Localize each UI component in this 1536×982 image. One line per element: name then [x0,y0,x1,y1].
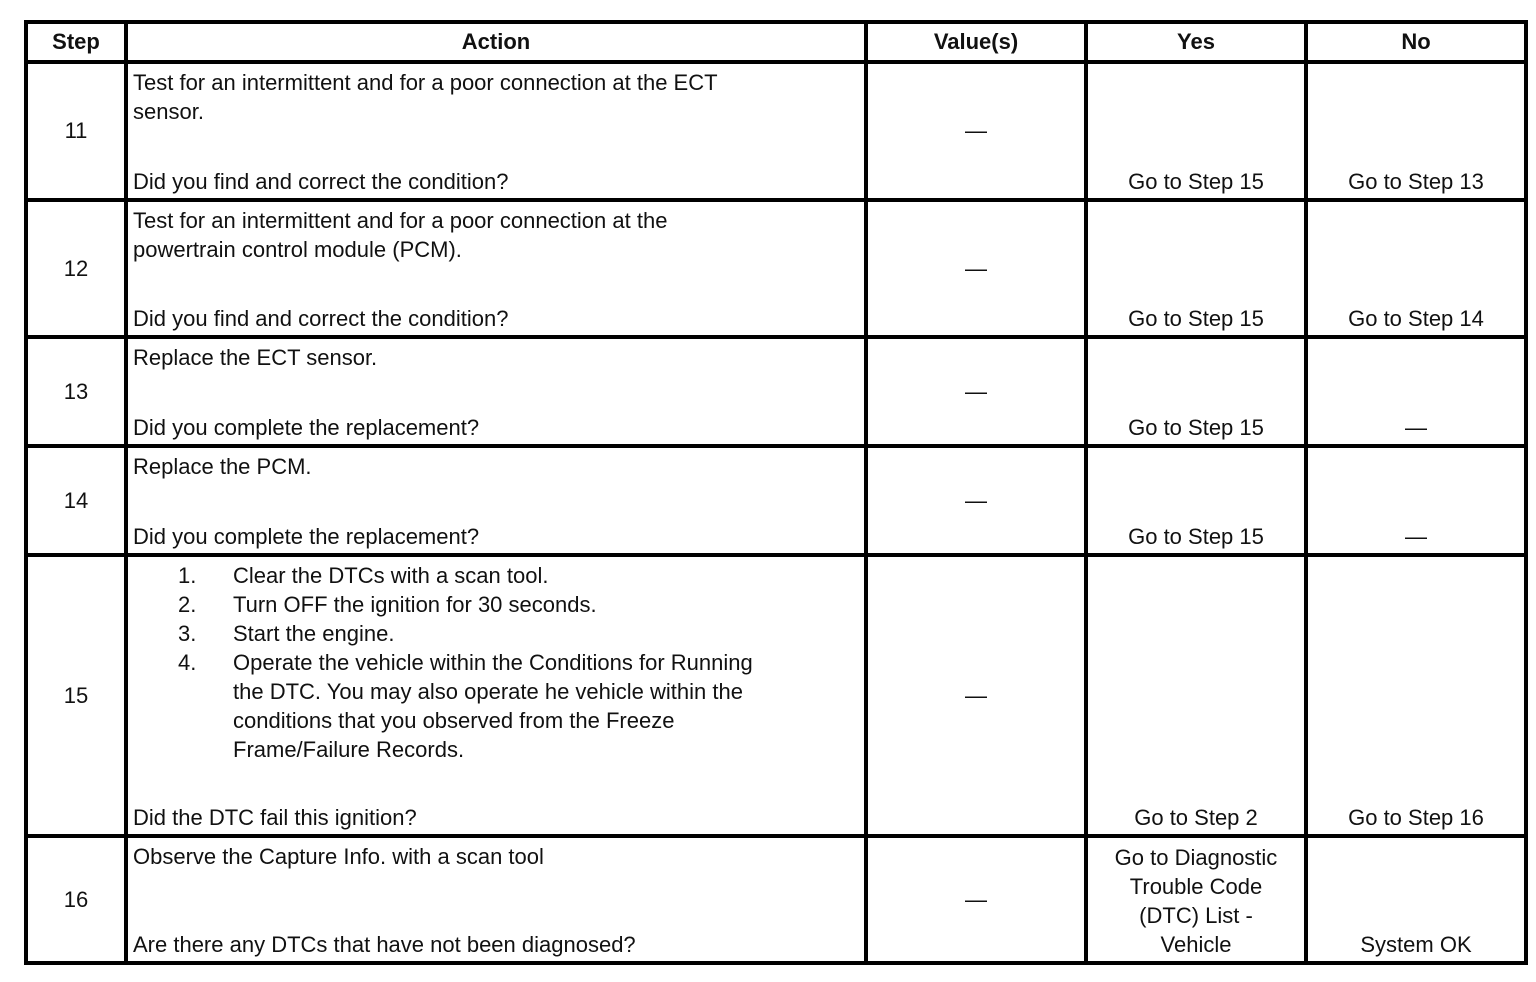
no-result: System OK [1306,836,1526,963]
yes-result-line: (DTC) List - [1139,903,1253,928]
no-result: Go to Step 14 [1306,200,1526,337]
action-text-line: powertrain control module (PCM). [133,237,462,262]
procedure-item-line: Operate the vehicle within the Conditions for Running [233,650,753,675]
header-step: Step [26,22,126,62]
table-row [26,62,1526,200]
procedure-item-number: 4. [178,650,197,675]
action-instructions [133,452,860,481]
action-cell [126,555,866,836]
procedure-item-number: 3. [178,621,197,646]
value-cell: — [866,836,1086,963]
no-result: Go to Step 16 [1306,555,1526,836]
yes-result [1086,836,1306,963]
action-text-line: Test for an intermittent and for a poor connection at the [133,208,668,233]
action-content [133,561,860,832]
action-text-line: sensor. [133,99,204,124]
procedure-item-line: conditions that you observed from the Freeze [233,708,675,733]
action-text-line: Replace the PCM. [133,454,312,479]
action-question: Did you complete the replacement? [133,415,480,440]
yes-result: Go to Step 15 [1086,446,1306,555]
action-text-line: Test for an intermittent and for a poor connection at the ECT [133,70,718,95]
header-values: Value(s) [866,22,1086,62]
action-question: Did you find and correct the condition? [133,306,509,331]
procedure-item-line: Start the engine. [233,621,395,646]
action-instructions [133,842,860,871]
table-row [26,446,1526,555]
step-number: 14 [26,446,126,555]
header-no: No [1306,22,1526,62]
yes-result-line: Go to Diagnostic [1114,845,1278,870]
step-number: 13 [26,337,126,446]
procedure-item [133,561,860,590]
action-instructions [133,68,860,126]
action-content [133,452,860,551]
header-action: Action [126,22,866,62]
yes-result-line: Vehicle [1160,932,1232,957]
action-cell [126,446,866,555]
procedure-item-line: Frame/Failure Records. [233,737,465,762]
action-content [133,68,860,196]
action-question: Did you find and correct the condition? [133,169,509,194]
table-row [26,836,1526,963]
procedure-item-line: Clear the DTCs with a scan tool. [233,563,549,588]
value-cell: — [866,62,1086,200]
procedure-item-text [233,590,860,619]
no-result: — [1306,446,1526,555]
action-instructions [133,561,860,764]
header-yes: Yes [1086,22,1306,62]
action-question: Did you complete the replacement? [133,524,480,549]
action-question: Did the DTC fail this ignition? [133,805,417,830]
action-text-line: Observe the Capture Info. with a scan tool [133,844,544,869]
table-row [26,337,1526,446]
action-content [133,842,860,959]
action-instructions [133,343,860,372]
yes-result: Go to Step 15 [1086,200,1306,337]
procedure-item-text [233,561,860,590]
procedure-item-line: the DTC. You may also operate he vehicle within the [233,679,743,704]
step-number: 16 [26,836,126,963]
procedure-item [133,619,860,648]
procedure-item-text [233,619,860,648]
procedure-item-number: 2. [178,592,197,617]
value-cell: — [866,555,1086,836]
table-row [26,555,1526,836]
step-number: 15 [26,555,126,836]
no-result: — [1306,337,1526,446]
action-cell [126,200,866,337]
procedure-item [133,648,860,764]
header-row [26,22,1526,62]
no-result: Go to Step 13 [1306,62,1526,200]
table-row [26,200,1526,337]
yes-result: Go to Step 2 [1086,555,1306,836]
action-cell [126,836,866,963]
procedure-item-line: Turn OFF the ignition for 30 seconds. [233,592,597,617]
action-cell [126,337,866,446]
value-cell: — [866,446,1086,555]
value-cell: — [866,337,1086,446]
action-question: Are there any DTCs that have not been diagnosed? [133,932,636,957]
action-instructions [133,206,860,264]
value-cell: — [866,200,1086,337]
action-cell [126,62,866,200]
action-text-line: Replace the ECT sensor. [133,345,378,370]
action-content [133,343,860,442]
yes-result-line: Trouble Code [1129,874,1263,899]
procedure-item-text [233,648,860,764]
action-content [133,206,860,333]
procedure-item [133,590,860,619]
step-number: 12 [26,200,126,337]
yes-result: Go to Step 15 [1086,337,1306,446]
procedure-item-number: 1. [178,563,197,588]
procedure-list [133,561,860,764]
diagnostic-table [24,20,1528,965]
step-number: 11 [26,62,126,200]
yes-result: Go to Step 15 [1086,62,1306,200]
